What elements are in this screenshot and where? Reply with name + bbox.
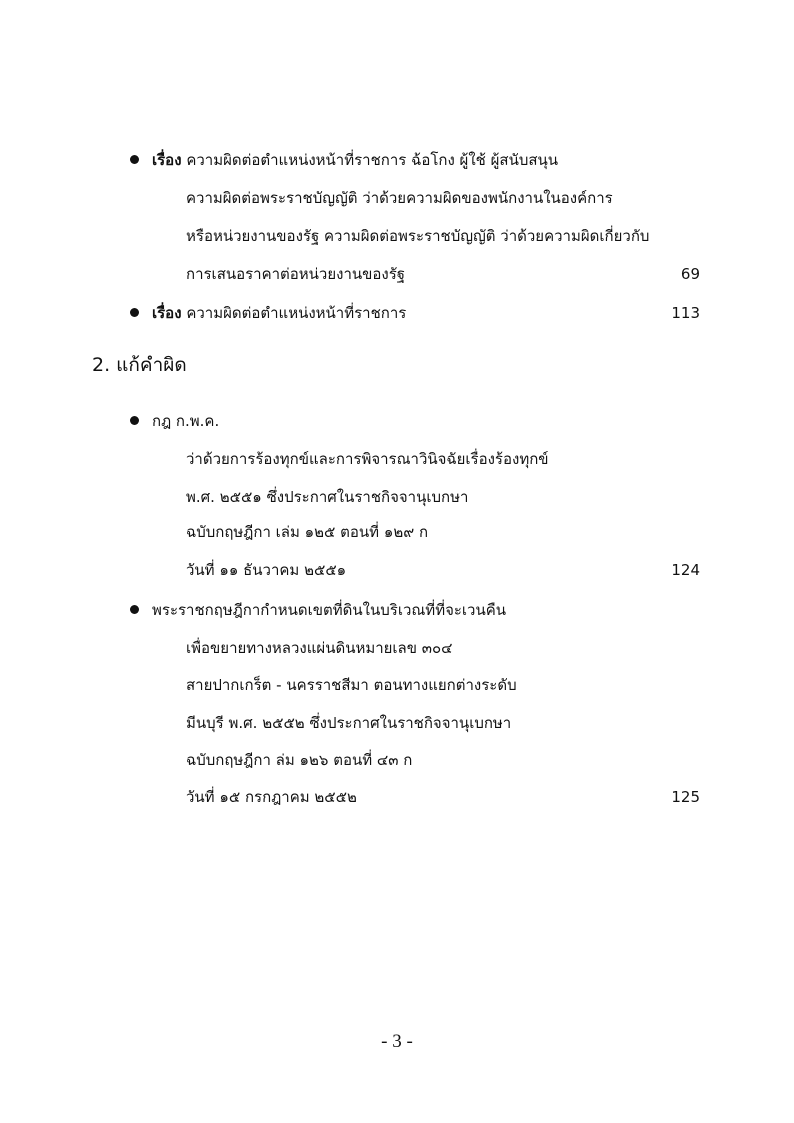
- entry-keyword: เรื่อง: [152, 151, 182, 169]
- correction-2-line-6: วันที่ ๑๕ กรกฎาคม ๒๕๕๒: [186, 788, 357, 806]
- entry-1-line-3: หรือหน่วยงานของรัฐ ความผิดต่อพระราชบัญญัติ ว่าด้วยความผิดเกี่ยวกับ: [186, 227, 650, 245]
- correction-2-line-5: ฉบับกฤษฎีกา ล่ม ๑๒๖ ตอนที่ ๔๓ ก: [186, 751, 413, 769]
- entry-keyword: เรื่อง: [152, 304, 182, 322]
- entry-2-line-1: [152, 303, 406, 323]
- correction-1-page: 124: [671, 561, 700, 579]
- entry-text: ความผิดต่อตำแหน่งหน้าที่ราชการ ฉ้อโกง ผู้ใช้ ผู้สนับสนุน: [186, 151, 559, 169]
- entry-1-line-2: ความผิดต่อพระราชบัญญัติ ว่าด้วยความผิดของพนักงานในองค์การ: [186, 189, 613, 207]
- correction-1-line-4: ฉบับกฤษฎีกา เล่ม ๑๒๕ ตอนที่ ๑๒๙ ก: [186, 523, 429, 541]
- entry-text: ความผิดต่อตำแหน่งหน้าที่ราชการ: [186, 304, 407, 322]
- bullet-icon: [130, 155, 139, 164]
- correction-1-line-2: ว่าด้วยการร้องทุกข์และการพิจารณาวินิจฉัยเรื่องร้องทุกข์: [186, 450, 549, 468]
- correction-2-page: 125: [671, 788, 700, 806]
- bullet-icon: [130, 308, 139, 317]
- section-heading: 2. แก้คำผิด: [92, 354, 187, 376]
- correction-1-line-1: กฎ ก.พ.ค.: [152, 412, 220, 430]
- correction-1-line-5: วันที่ ๑๑ ธันวาคม ๒๕๕๑: [186, 561, 347, 579]
- correction-1-line-3: พ.ศ. ๒๕๕๑ ซึ่งประกาศในราชกิจจานุเบกษา: [186, 488, 469, 506]
- entry-1-line-1: [152, 150, 558, 170]
- correction-2-line-2: เพื่อขยายทางหลวงแผ่นดินหมายเลข ๓๐๔: [186, 639, 453, 657]
- bullet-icon: [130, 605, 139, 614]
- entry-1-page: 69: [680, 265, 700, 283]
- page-number: - 3 -: [381, 1031, 413, 1052]
- correction-2-line-3: สายปากเกร็ต - นครราชสีมา ตอนทางแยกต่างระดับ: [186, 676, 517, 694]
- entry-2-page: 113: [671, 304, 700, 322]
- bullet-icon: [130, 416, 139, 425]
- correction-2-line-4: มีนบุรี พ.ศ. ๒๕๕๒ ซึ่งประกาศในราชกิจจานุเบกษา: [186, 714, 512, 732]
- entry-1-line-4: การเสนอราคาต่อหน่วยงานของรัฐ: [186, 265, 406, 283]
- correction-2-line-1: พระราชกฤษฎีกากำหนดเขตที่ดินในบริเวณที่ที่จะเวนคืน: [152, 601, 507, 619]
